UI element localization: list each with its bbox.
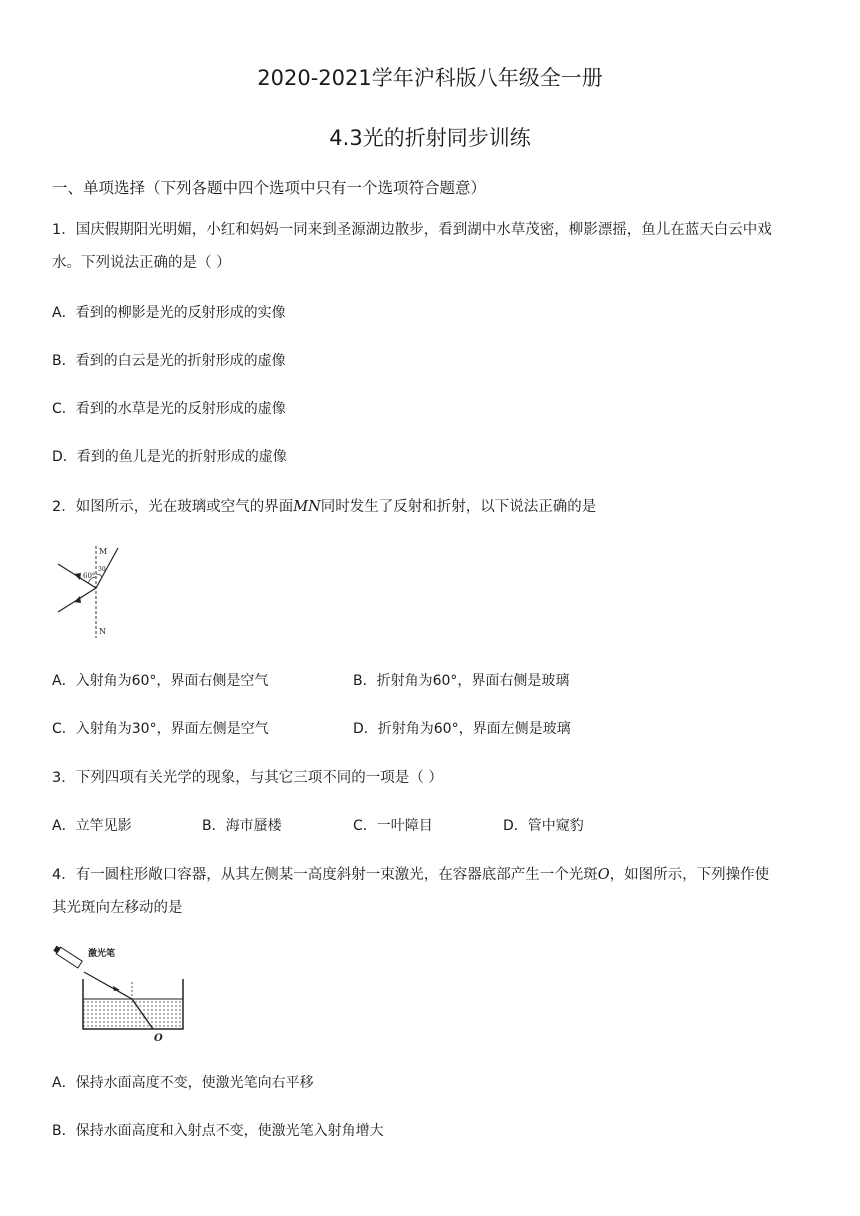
label-m: M [99,547,108,556]
question-2-option-d[interactable]: D．折射角为60°，界面左侧是玻璃 [353,721,571,737]
beam-arrow-icon [113,986,120,991]
question-3-option-a[interactable]: A．立竿见影 [52,818,132,834]
question-4-option-b[interactable]: B．保持水面高度和入射点不变，使激光笔入射角增大 [52,1123,384,1139]
question-3-option-c[interactable]: C．一叶障目 [353,818,433,834]
laser-beam-air [84,972,132,999]
label-n: N [99,627,106,636]
question-4-stem-line2: 其光斑向左移动的是 [52,900,183,916]
angle-label-60: 60° [83,572,96,580]
laser-container-diagram [50,944,195,1044]
question-4-stem-post: ，如图所示，下列操作使 [609,867,770,883]
laser-pen [53,945,83,968]
question-2-option-a[interactable]: A．入射角为60°，界面右侧是空气 [52,673,269,689]
question-1-stem-line1: 1．国庆假期阳光明媚，小红和妈妈一同来到圣源湖边散步，看到湖中水草茂密，柳影漂摇，鱼儿在蓝天白云中戏 [52,222,772,238]
question-2-option-b[interactable]: B．折射角为60°，界面右侧是玻璃 [353,673,570,689]
ray-lower-arrow-icon [74,596,81,603]
question-2-stem-pre: 2．如图所示，光在玻璃或空气的界面 [52,499,294,515]
section-heading: 一、单项选择（下列各题中四个选项中只有一个选项符合题意） [52,179,487,197]
laser-pen-label: 激光笔 [88,949,116,959]
angle-arc-right [96,574,102,577]
question-3-option-d[interactable]: D．管中窥豹 [503,818,584,834]
water-body [83,999,183,1029]
question-3-option-b[interactable]: B．海市蜃楼 [202,818,282,834]
question-2-stem-post: 同时发生了反射和折射，以下说法正确的是 [320,499,597,515]
question-1-stem-line2: 水。下列说法正确的是（ ） [52,255,231,271]
question-1-option-d[interactable]: D．看到的鱼儿是光的折射形成的虚像 [52,449,287,465]
document-subtitle: 4.3光的折射同步训练 [329,126,531,150]
question-1-option-a[interactable]: A．看到的柳影是光的反射形成的实像 [52,305,286,321]
question-4-stem-pre: 4．有一圆柱形敞口容器，从其左侧某一高度斜射一束激光，在容器底部产生一个光斑 [52,867,598,883]
question-4-option-a[interactable]: A．保持水面高度不变，使激光笔向右平移 [52,1075,314,1091]
question-4-stem-line1 [52,863,769,884]
question-1-option-b[interactable]: B．看到的白云是光的折射形成的虚像 [52,353,286,369]
ray-upper-arrow-icon [74,573,81,580]
question-2-stem [52,495,596,516]
question-1-option-c[interactable]: C．看到的水草是光的反射形成的虚像 [52,401,286,417]
question-4-stem-var: O [597,867,610,883]
question-3-stem: 3．下列四项有关光学的现象，与其它三项不同的一项是（ ） [52,770,443,786]
question-2-option-c[interactable]: C．入射角为30°，界面左侧是空气 [52,721,269,737]
spot-label-o: O [154,1033,163,1044]
question-2-stem-var: MN [293,499,321,515]
refraction-diagram [50,544,130,640]
document-title: 2020-2021学年沪科版八年级全一册 [257,66,603,90]
angle-label-30: 30 [98,566,106,573]
